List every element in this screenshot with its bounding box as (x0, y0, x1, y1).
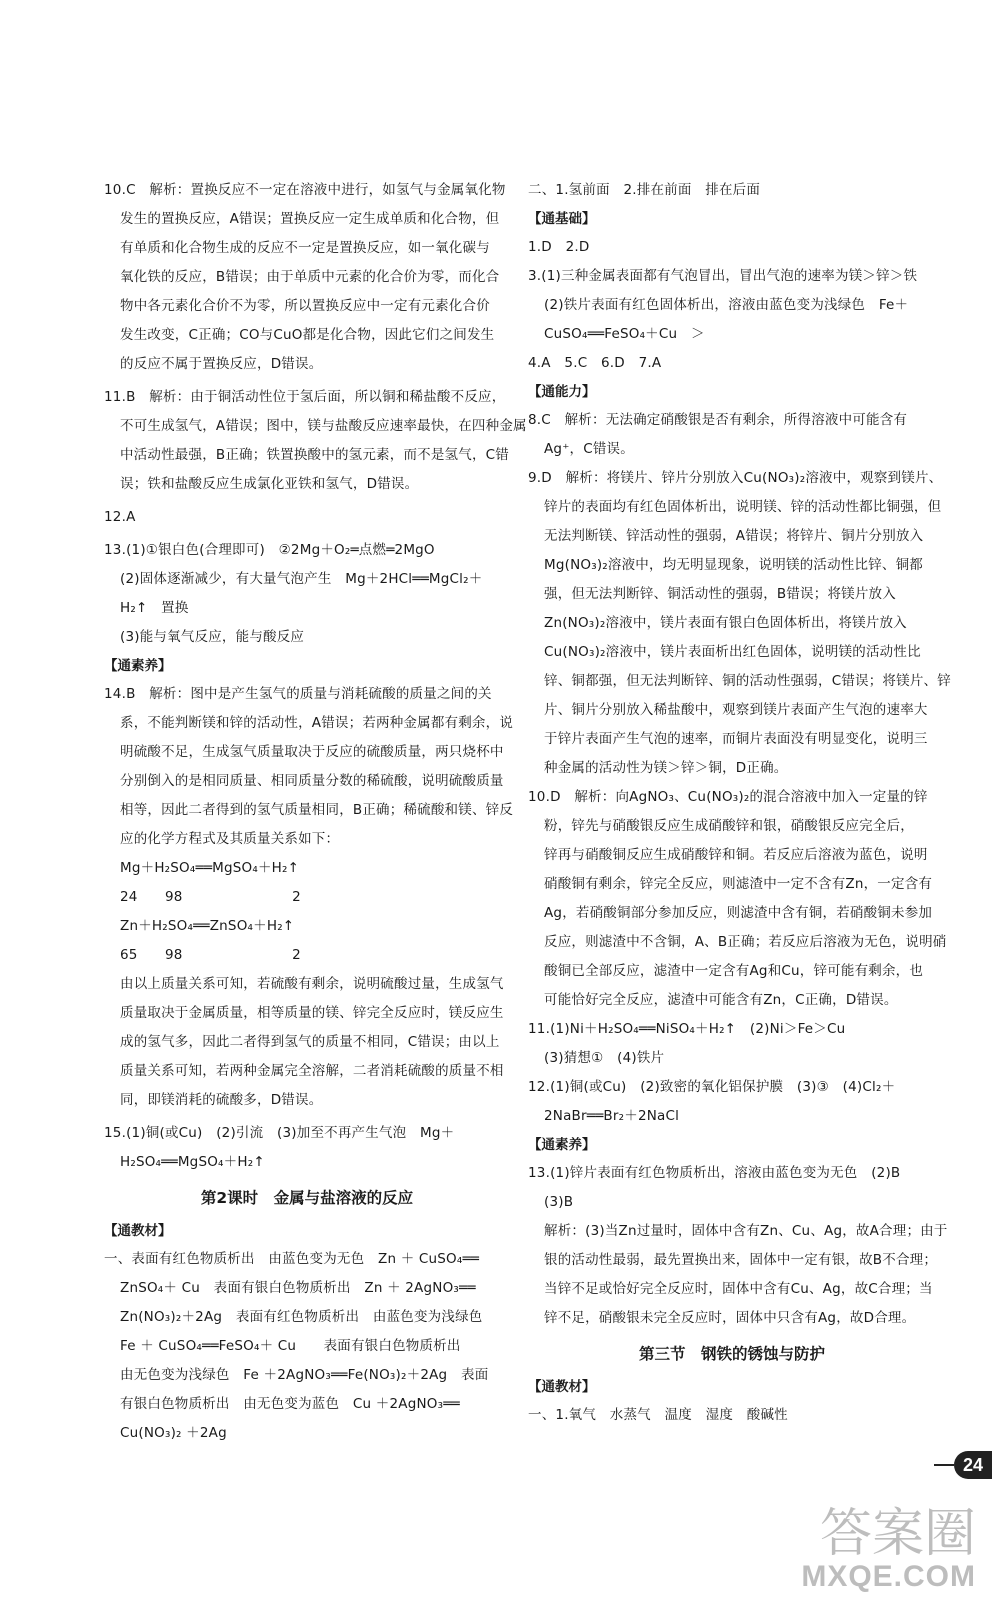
text-line: 发生改变，C正确；CO与CuO都是化合物，因此它们之间发生 (120, 327, 495, 343)
text-line: Ag，若硝酸铜部分参加反应，则滤渣中含有铜，若硝酸铜未参加 (544, 905, 933, 921)
text-line: 于锌片表面产生气泡的速率，而铜片表面没有明显变化，说明三 (544, 731, 928, 747)
text-line: 银的活动性最弱，最先置换出来，固体中一定有银，故B不合理； (544, 1252, 938, 1268)
text-line: 强，但无法判断锌、铜活动性的强弱，B错误；将镁片放入 (544, 586, 896, 602)
text-line: 中活动性最强，B正确；铁置换酸中的氢元素，而不是氢气，C错 (120, 447, 509, 463)
text-line: (3)B (544, 1194, 574, 1210)
text-line: 质量取决于金属质量，相等质量的镁、锌完全反应时，镁反应生 (120, 1005, 504, 1021)
page-number-rule (934, 1464, 954, 1466)
text-line: 解析：(3)当Zn过量时，固体中含有Zn、Cu、Ag，故A合理；由于 (544, 1223, 948, 1239)
text-line: 一、1.氧气 水蒸气 温度 湿度 酸碱性 (528, 1407, 788, 1423)
text-line: (3)能与氧气反应，能与酸反应 (120, 629, 305, 645)
text-line: Zn＋H₂SO₄══ZnSO₄＋H₂↑ (120, 918, 295, 934)
text-line: 氧化铁的反应，B错误；由于单质中元素的化合价为零，而化合 (120, 269, 500, 285)
text-line: 片、铜片分别放入稀盐酸中，观察到镁片表面产生气泡的速率大 (544, 702, 928, 718)
text-line: 酸铜已全部反应，滤渣中一定含有Ag和Cu，锌可能有剩余，也 (544, 963, 924, 979)
text-line: (2)固体逐渐减少，有大量气泡产生 Mg＋2HCl══MgCl₂＋ (120, 571, 483, 587)
text-line: 12.A (104, 509, 136, 525)
text-line: 分别倒入的是相同质量、相同质量分数的稀硫酸，说明硫酸质量 (120, 773, 504, 789)
section-label: 【通能力】 (528, 384, 596, 400)
text-line: 65 98 2 (120, 947, 301, 963)
text-line: 有银白色物质析出 由无色变为蓝色 Cu ＋2AgNO₃══ (120, 1396, 460, 1412)
text-line: 4.A 5.C 6.D 7.A (528, 355, 662, 371)
text-line: 有单质和化合物生成的反应不一定是置换反应，如一氧化碳与 (120, 240, 490, 256)
text-line: 的反应不属于置换反应，D错误。 (120, 356, 323, 372)
text-line: 成的氢气多，因此二者得到氢气的质量不相同，C错误；由以上 (120, 1034, 500, 1050)
text-line: 锌再与硝酸铜反应生成硝酸锌和铜。若反应后溶液为蓝色，说明 (544, 847, 928, 863)
right-column (528, 176, 951, 1430)
text-line: 15.(1)铜(或Cu) (2)引流 (3)加至不再产生气泡 Mg＋ (104, 1125, 455, 1141)
text-line: 硝酸铜有剩余，锌完全反应，则滤渣中一定不含有Zn，一定含有 (544, 876, 933, 892)
text-line: H₂↑ 置换 (120, 600, 189, 616)
text-line: 11.(1)Ni＋H₂SO₄══NiSO₄＋H₂↑ (2)Ni＞Fe＞Cu (528, 1021, 846, 1037)
text-line: 锌、铜都强，但无法判断锌、铜的活动性强弱，C错误；将镁片、锌 (544, 673, 951, 689)
text-line: Mg(NO₃)₂溶液中，均无明显现象，说明镁的活动性比锌、铜都 (544, 557, 923, 573)
text-line: Mg＋H₂SO₄══MgSO₄＋H₂↑ (120, 860, 300, 876)
text-line: 明硫酸不足，生成氢气质量取决于反应的硫酸质量，两只烧杯中 (120, 744, 504, 760)
text-line: 相等，因此二者得到的氢气质量相同，B正确；稀硫酸和镁、锌反 (120, 802, 514, 818)
text-line: Zn(NO₃)₂＋2Ag 表面有红色物质析出 由蓝色变为浅绿色 (120, 1309, 483, 1325)
text-line: 应的化学方程式及其质量关系如下： (120, 831, 340, 847)
text-line: 物中各元素化合价不为零，所以置换反应中一定有元素化合价 (120, 298, 490, 314)
text-line: 8.C 解析：无法确定硝酸银是否有剩余，所得溶液中可能含有 (528, 412, 908, 428)
text-line: 2NaBr══Br₂＋2NaCl (544, 1108, 680, 1124)
text-line: Ag⁺，C错误。 (544, 441, 634, 457)
text-line: ZnSO₄＋ Cu 表面有银白色物质析出 Zn ＋ 2AgNO₃══ (120, 1280, 476, 1296)
page-number: 24 (954, 1451, 992, 1479)
section-label: 【通素养】 (528, 1137, 596, 1153)
text-line: 14.B 解析：图中是产生氢气的质量与消耗硫酸的质量之间的关 (104, 686, 492, 702)
section-label: 【通基础】 (528, 211, 596, 227)
watermark (716, 1505, 976, 1594)
text-line: (2)铁片表面有红色固体析出，溶液由蓝色变为浅绿色 Fe＋ (544, 297, 909, 313)
text-line: 1.D 2.D (528, 239, 590, 255)
text-line: Cu(NO₃)₂溶液中，镁片表面析出红色固体，说明镁的活动性比 (544, 644, 921, 660)
lesson-heading: 第2课时 金属与盐溶液的反应 (200, 1189, 414, 1207)
text-line: 一、表面有红色物质析出 由蓝色变为无色 Zn ＋ CuSO₄══ (104, 1251, 480, 1267)
text-line: Fe ＋ CuSO₄══FeSO₄＋ Cu 表面有银白色物质析出 (120, 1338, 461, 1354)
text-line: CuSO₄══FeSO₄＋Cu ＞ (544, 326, 705, 342)
text-line: 误；铁和盐酸反应生成氯化亚铁和氢气，D错误。 (120, 476, 419, 492)
text-line: 质量关系可知，若两种金属完全溶解，二者消耗硫酸的质量不相 (120, 1063, 504, 1079)
text-line: 系，不能判断镁和锌的活动性，A错误；若两种金属都有剩余，说 (120, 715, 514, 731)
text-line: (3)猜想① (4)铁片 (544, 1050, 665, 1066)
text-line: 同，即镁消耗的硫酸多，D错误。 (120, 1092, 323, 1108)
text-line: 当锌不足或恰好完全反应时，固体中含有Cu、Ag，故C合理；当 (544, 1281, 933, 1297)
section-heading: 第三节 钢铁的锈蚀与防护 (638, 1345, 825, 1363)
text-line: 3.(1)三种金属表面都有气泡冒出，冒出气泡的速率为镁＞锌＞铁 (528, 268, 918, 284)
text-line: Zn(NO₃)₂溶液中，镁片表面有银白色固体析出，将镁片放入 (544, 615, 907, 631)
text-line: 可能恰好完全反应，滤渣中可能含有Zn，C正确，D错误。 (544, 992, 898, 1008)
text-line: 由以上质量关系可知，若硫酸有剩余，说明硫酸过量，生成氢气 (120, 976, 504, 992)
section-label: 【通教材】 (104, 1223, 172, 1239)
text-line: 10.D 解析：向AgNO₃、Cu(NO₃)₂的混合溶液中加入一定量的锌 (528, 789, 928, 805)
text-line: 不可生成氢气，A错误；图中，镁与盐酸反应速率最快，在四种金属 (120, 418, 527, 434)
text-line: Cu(NO₃)₂ ＋2Ag (120, 1425, 227, 1441)
section-label: 【通素养】 (104, 658, 172, 674)
text-line: 9.D 解析：将镁片、锌片分别放入Cu(NO₃)₂溶液中，观察到镁片、 (528, 470, 943, 486)
text-line: 10.C 解析：置换反应不一定在溶液中进行，如氢气与金属氧化物 (104, 182, 506, 198)
text-line: 由无色变为浅绿色 Fe ＋2AgNO₃══Fe(NO₃)₂＋2Ag 表面 (120, 1367, 489, 1383)
text-line: 13.(1)①银白色(合理即可) ②2Mg＋O₂═点燃═2MgO (104, 542, 435, 558)
text-line: 种金属的活动性为镁＞锌＞铜，D正确。 (544, 760, 788, 776)
text-line: 无法判断镁、锌活动性的强弱，A错误；将锌片、铜片分别放入 (544, 528, 924, 544)
left-column (104, 176, 527, 1448)
text-line: 粉，锌先与硝酸银反应生成硝酸锌和银，硝酸银反应完全后， (544, 818, 914, 834)
text-line: 发生的置换反应，A错误；置换反应一定生成单质和化合物，但 (120, 211, 500, 227)
text-line: 锌不足，硝酸银未完全反应时，固体中只含有Ag，故D合理。 (544, 1310, 916, 1326)
text-line: 13.(1)锌片表面有红色物质析出，溶液由蓝色变为无色 (2)B (528, 1165, 901, 1181)
watermark-logo: 答案圈 (819, 1505, 976, 1563)
text-line: 11.B 解析：由于铜活动性位于氢后面，所以铜和稀盐酸不反应， (104, 389, 506, 405)
section-label: 【通教材】 (528, 1379, 596, 1395)
text-line: H₂SO₄══MgSO₄＋H₂↑ (120, 1154, 265, 1170)
watermark-site: MXQE.COM (801, 1560, 976, 1593)
text-line: 12.(1)铜(或Cu) (2)致密的氧化铝保护膜 (3)③ (4)Cl₂＋ (528, 1079, 896, 1095)
text-line: 二、1.氢前面 2.排在前面 排在后面 (528, 182, 761, 198)
text-line: 反应，则滤渣中不含铜，A、B正确；若反应后溶液为无色，说明硝 (544, 934, 947, 950)
text-line: 24 98 2 (120, 889, 301, 905)
text-line: 锌片的表面均有红色固体析出，说明镁、锌的活动性都比铜强，但 (544, 499, 942, 515)
